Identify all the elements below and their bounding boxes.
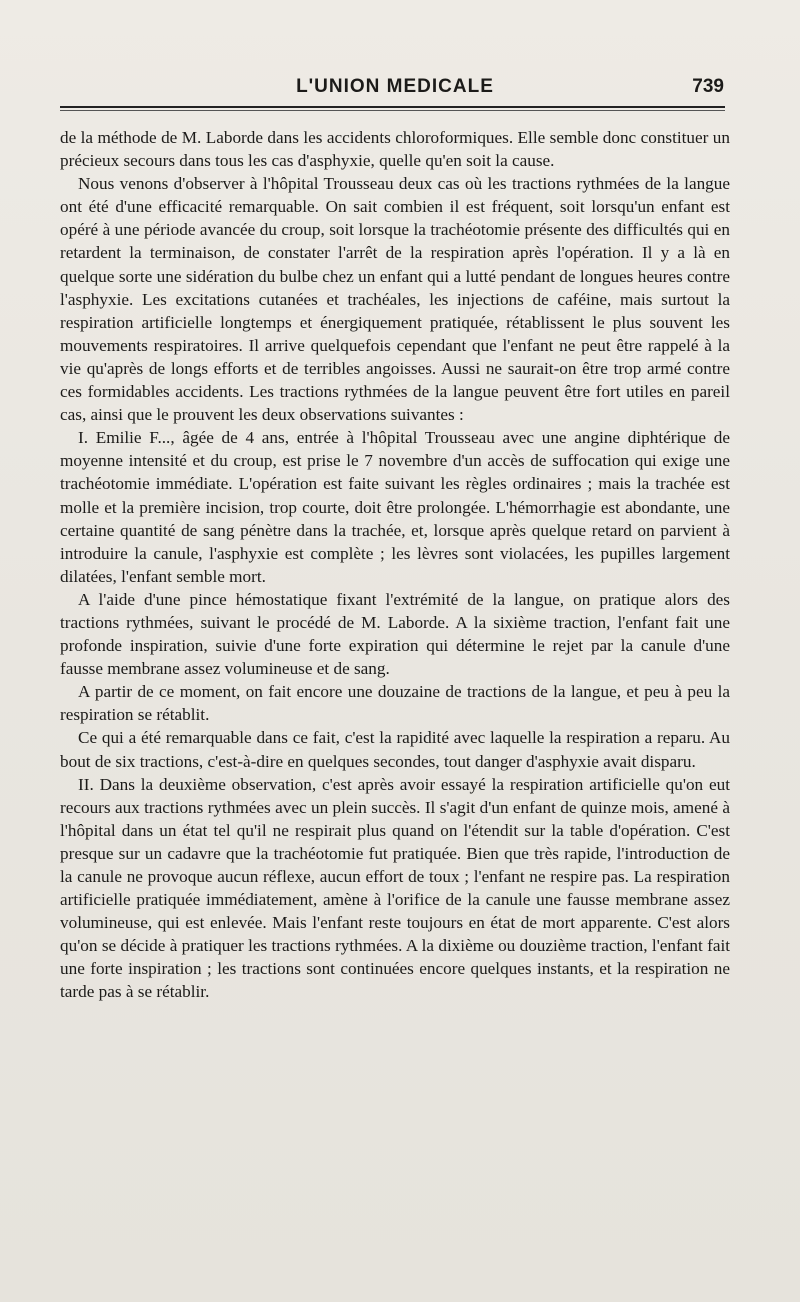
paragraph: A l'aide d'une pince hémostatique fixant l'extrémité de la langue, on pratique alors des tractions rythmées, suivant le procédé de M. Laborde. A la sixième traction, l'enfant fait une profonde inspiration, suivie d'une forte expiration qui détermine le rejet par la canule d'une fausse membrane assez volumineuse et de sang. <box>60 589 730 679</box>
body-text <box>60 126 730 1004</box>
paragraph: II. Dans la deuxième observation, c'est après avoir essayé la respiration artificielle qu'on eut recours aux tractions rythmées avec un plein succès. Il s'agit d'un enfant de quinze mois, amené à l'hôpital dans un état tel qu'il ne respirait plus quand on l'étendit sur la table d'opération. C'est presque sur un cadavre que la trachéotomie fut pratiquée. Bien que très rapide, l'introduction de la canule ne provoque aucun réflexe, aucun effort de toux ; l'enfant ne respire pas. La respiration artificielle pratiquée immédiatement, amène à l'orifice de la canule une fausse membrane assez volumineuse, qui est enlevée. Mais l'enfant reste toujours en état de mort apparente. C'est alors qu'on se décide à pratiquer les tractions rythmées. A la dixième ou douzième traction, l'enfant fait une forte inspiration ; les tractions sont continuées encore quelques instants, et la respiration ne tarde pas à se rétablir. <box>60 774 730 1002</box>
page-number: 739 <box>692 76 724 97</box>
header-rule-thin <box>60 110 725 111</box>
running-title: L'UNION MEDICALE <box>296 76 494 97</box>
paragraph: Ce qui a été remarquable dans ce fait, c'est la rapidité avec laquelle la respiration a reparu. Au bout de six tractions, c'est-à-dire en quelques secondes, tout danger d'asphyxie avait disparu. <box>60 728 730 771</box>
paragraph: Nous venons d'observer à l'hôpital Trousseau deux cas où les tractions rythmées de la langue ont été d'une efficacité remarquable. On sait combien il est fréquent, soit lorsqu'un enfant est opéré à une période avancée du croup, soit lorsque la trachéotomie présente des difficultés qui en retardent la terminaison, de constater l'arrêt de la respiration après l'opération. Il y a là en quelque sorte une sidération du bulbe chez un enfant qui a lutté pendant de longues heures contre l'asphyxie. Les excitations cutanées et trachéales, les injections de caféine, mais surtout la respiration artificielle longtemps et énergiquement pratiquée, rétablissent le plus souvent les mouvements respiratoires. Il arrive quelquefois cependant que l'enfant ne peut être rappelé à la vie qu'après de longs efforts et de terribles angoisses. Aussi ne saurait-on être trop armé contre ces formidables accidents. Les tractions rythmées de la langue peuvent être fort utiles en pareil cas, ainsi que le prouvent les deux observations suivantes : <box>60 174 730 425</box>
header-rule <box>60 106 725 108</box>
paragraph: I. Emilie F..., âgée de 4 ans, entrée à l'hôpital Trousseau avec une angine diphtérique de moyenne intensité et du croup, est prise le 7 novembre d'un accès de suffocation qui exige une trachéotomie immédiate. L'opération est faite suivant les règles ordinaires ; mais la trachée est molle et la première incision, trop courte, doit être prolongée. L'hémorrhagie est abondante, une certaine quantité de sang pénètre dans la trachée, et, lorsque après quelque retard on parvient à introduire la canule, l'asphyxie est complète ; les lèvres sont violacées, les pupilles largement dilatées, l'enfant semble mort. <box>60 428 730 586</box>
page-header <box>60 72 730 104</box>
paragraph: de la méthode de M. Laborde dans les accidents chloroformiques. Elle semble donc constituer un précieux secours dans tous les cas d'asphyxie, quelle qu'en soit la cause. <box>60 128 730 171</box>
paragraph: A partir de ce moment, on fait encore une douzaine de tractions de la langue, et peu à peu la respiration se rétablit. <box>60 682 730 725</box>
